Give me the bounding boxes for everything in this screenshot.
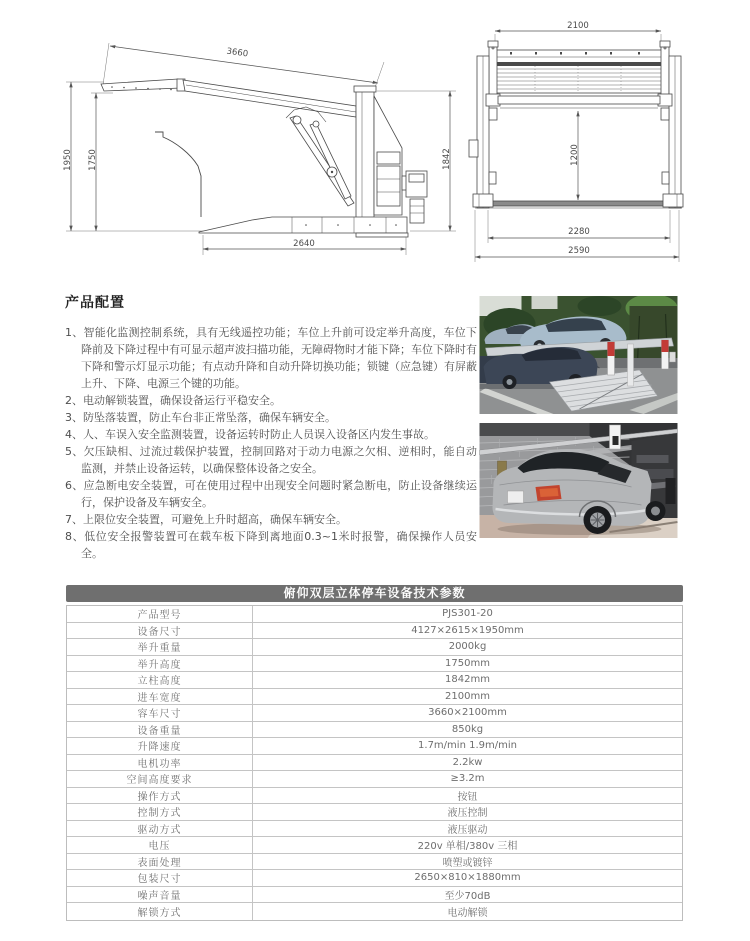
dim-label-2590: 2590 bbox=[568, 246, 590, 256]
dim-label-1750: 1750 bbox=[88, 149, 98, 171]
side-view-drawing bbox=[66, 43, 456, 255]
spec-label: 设备重量 bbox=[67, 722, 253, 738]
spec-label: 包装尺寸 bbox=[67, 870, 253, 886]
spec-value: 至少70dB bbox=[444, 890, 491, 902]
dim-label-1200: 1200 bbox=[570, 144, 580, 166]
spec-label: 操作方式 bbox=[67, 788, 253, 804]
spec-label: 设备尺寸 bbox=[67, 623, 253, 639]
spec-value: 2650×810×1880mm bbox=[414, 872, 521, 884]
drawings-svg bbox=[0, 0, 750, 275]
table-row bbox=[67, 623, 682, 640]
spec-value: 2.2kw bbox=[452, 756, 483, 768]
spec-label: 电压 bbox=[67, 837, 253, 853]
spec-label: 驱动方式 bbox=[67, 821, 253, 837]
spec-value: 1750mm bbox=[445, 657, 490, 669]
table-row bbox=[67, 656, 682, 673]
table-row bbox=[67, 771, 682, 788]
table-row bbox=[67, 722, 682, 739]
spec-label: 电机功率 bbox=[67, 755, 253, 771]
spec-label: 解锁方式 bbox=[67, 903, 253, 920]
table-row bbox=[67, 821, 682, 838]
spec-label: 产品型号 bbox=[67, 606, 253, 622]
table-row bbox=[67, 705, 682, 722]
product-config-section bbox=[65, 292, 477, 562]
spec-value: 220v 单相/380v 三相 bbox=[417, 841, 518, 853]
spec-value: 2100mm bbox=[445, 690, 490, 702]
spec-table-title: 俯仰双层立体停车设备技术参数 bbox=[66, 585, 683, 602]
dim-label-2100: 2100 bbox=[567, 21, 589, 31]
spec-label: 立柱高度 bbox=[67, 672, 253, 688]
config-item: 7、上限位安全装置，可避免上升时超高，确保车辆安全。 bbox=[65, 513, 347, 526]
config-item: 8、低位安全报警装置可在载车板下降到离地面0.3~1米时报警，确保操作人员安全。 bbox=[65, 530, 477, 560]
table-row bbox=[67, 854, 682, 871]
table-row bbox=[67, 788, 682, 805]
spec-value: 喷塑或镀锌 bbox=[442, 857, 493, 869]
spec-label: 控制方式 bbox=[67, 804, 253, 820]
config-item: 1、智能化监测控制系统，具有无线遥控功能；车位上升前可设定举升高度，车位下降前及下降过程中有可显示超声波扫描功能，无障碍物时才能下降；车位下降时有下降和警示灯显示功能；有点动升降和自动升降切换功能；锁键（应急键）有屏蔽上升、下降、电源三个键的功能。 bbox=[65, 326, 477, 390]
table-row bbox=[67, 738, 682, 755]
section-title: 产品配置 bbox=[65, 295, 125, 311]
spec-label: 升降速度 bbox=[67, 738, 253, 754]
spec-value: 液压驱动 bbox=[447, 824, 488, 836]
spec-label: 容车尺寸 bbox=[67, 705, 253, 721]
table-row bbox=[67, 804, 682, 821]
spec-value: 850kg bbox=[451, 723, 484, 735]
spec-label: 举升重量 bbox=[67, 639, 253, 655]
table-row bbox=[67, 870, 682, 887]
dim-label-1950: 1950 bbox=[63, 149, 73, 171]
spec-label: 进车宽度 bbox=[67, 689, 253, 705]
spec-value: 按钮 bbox=[457, 791, 478, 803]
table-row bbox=[67, 755, 682, 772]
config-item: 5、欠压缺相、过流过载保护装置，控制回路对于动力电源之欠相、逆相时，能自动监测，并禁止设备运转，以确保整体设备之安全。 bbox=[65, 445, 477, 475]
photo-outdoor-parking-lift bbox=[479, 296, 678, 414]
spec-label: 举升高度 bbox=[67, 656, 253, 672]
table-row bbox=[67, 903, 682, 920]
table-row bbox=[67, 606, 682, 623]
dim-label-1842: 1842 bbox=[442, 148, 452, 170]
table-row bbox=[67, 639, 682, 656]
config-item: 4、人、车误入安全监测装置，设备运转时防止人员误入设备区内发生事故。 bbox=[65, 428, 435, 441]
table-row bbox=[67, 837, 682, 854]
spec-label: 噪声音量 bbox=[67, 887, 253, 903]
spec-value: 4127×2615×1950mm bbox=[411, 624, 524, 636]
spec-label: 表面处理 bbox=[67, 854, 253, 870]
spec-value: 液压控制 bbox=[447, 808, 488, 820]
spec-value: 2000kg bbox=[448, 641, 487, 653]
spec-value: PJS301-20 bbox=[442, 608, 493, 620]
spec-table-section bbox=[66, 585, 683, 921]
technical-drawings bbox=[0, 0, 750, 275]
spec-table bbox=[66, 605, 683, 921]
table-row bbox=[67, 672, 682, 689]
spec-value: 电动解锁 bbox=[447, 907, 488, 919]
spec-value: ≥3.2m bbox=[450, 773, 485, 785]
spec-value: 1842mm bbox=[445, 674, 490, 686]
table-row bbox=[67, 887, 682, 904]
spec-label: 空间高度要求 bbox=[67, 771, 253, 787]
spec-value: 1.7m/min 1.9m/min bbox=[418, 740, 517, 752]
config-item: 3、防坠落装置，防止车台非正常坠落，确保车辆安全。 bbox=[65, 411, 336, 424]
dim-label-2280: 2280 bbox=[568, 227, 590, 237]
dim-label-2640: 2640 bbox=[293, 239, 315, 249]
photo-garage-sedan bbox=[479, 423, 678, 538]
spec-value: 3660×2100mm bbox=[428, 707, 507, 719]
config-item: 2、电动解锁装置，确保设备运行平稳安全。 bbox=[65, 394, 281, 407]
dim-label-3660: 3660 bbox=[225, 46, 249, 60]
table-row bbox=[67, 689, 682, 706]
config-item: 6、应急断电安全装置，可在使用过程中出现安全问题时紧急断电，防止设备继续运行，保护设备及车辆安全。 bbox=[65, 479, 477, 509]
